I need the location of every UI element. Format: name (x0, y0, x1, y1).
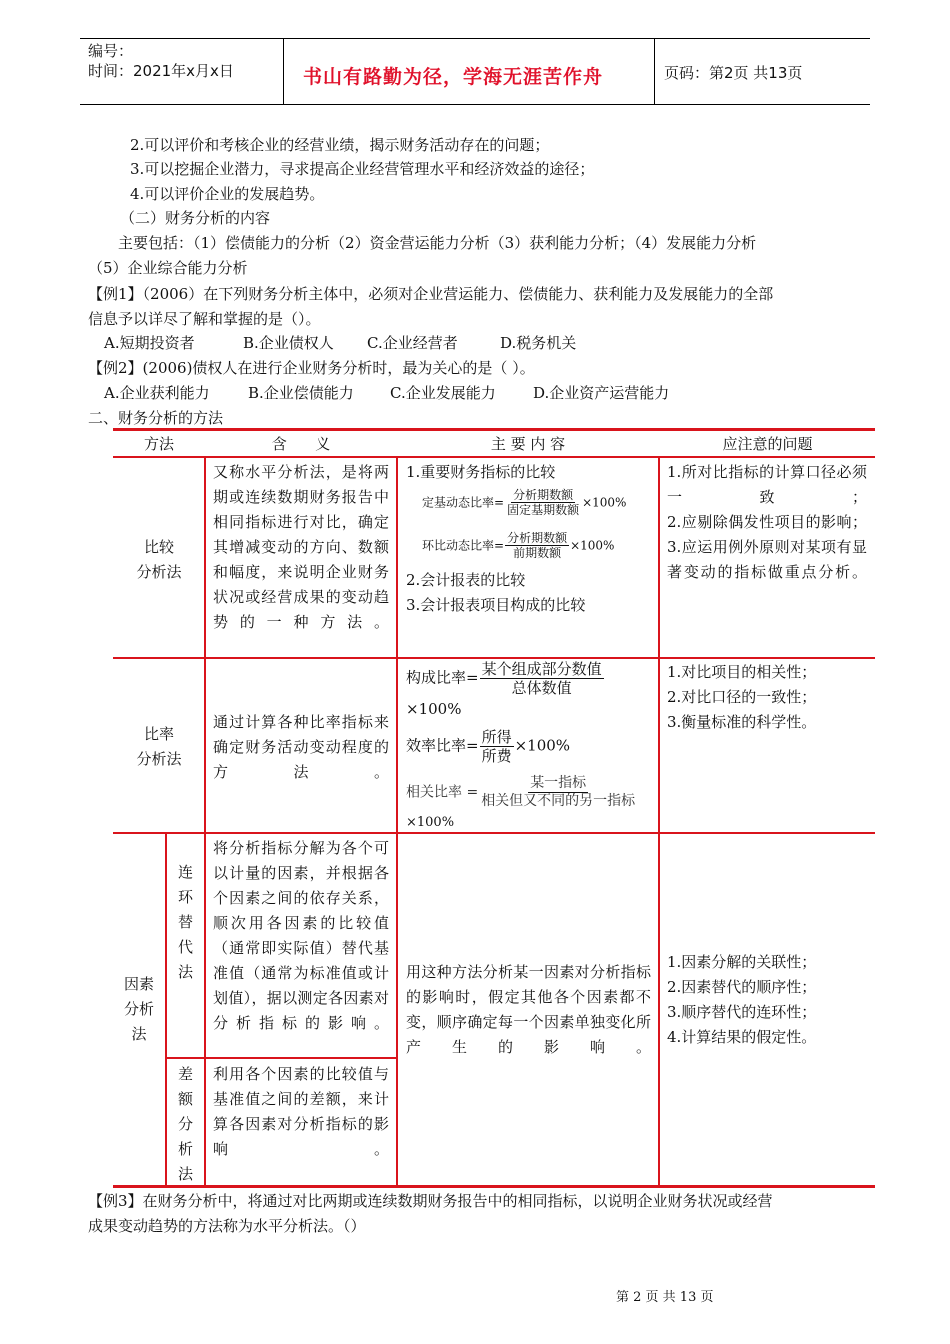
header-bottom-rule (80, 104, 870, 105)
body-line-3: 4.可以评价企业的发展趋势。 (130, 185, 325, 203)
page-footer: 第 2 页 共 13 页 (616, 1290, 714, 1305)
example-1-line-2: 信息予以详尽了解和掌握的是（）。 (88, 310, 321, 328)
row1-method: 比较 分析法 (136, 538, 182, 581)
example-1-option-b: B.企业债权人 (243, 334, 334, 352)
header-motto: 书山有路勤为径，学海无涯苦作舟 (303, 66, 604, 88)
example-1-option-c: C.企业经营者 (367, 334, 458, 352)
row2-meaning: 通过计算各种比率指标来确定财务活动变动程度的方法。 (213, 713, 389, 781)
example-2-option-d: D.企业资产运营能力 (533, 384, 670, 402)
header-number: 编号： (88, 42, 134, 60)
example-1-option-d: D.税务机关 (500, 334, 577, 352)
table-header-content: 主 要 内 容 (490, 435, 566, 453)
row3-content: 用这种方法分析某一因素对分析指标的影响时，假定其他各个因素都不变，顺序确定每一个因素单独变化所产生的影响。 (406, 963, 651, 1056)
row1-meaning: 又称水平分析法，是将两期或连续数期财务报告中相同指标进行对比，确定其增减变动的方向、数额和幅度，来说明企业财务状况或经营成果的变动趋势的一种方法。 (213, 463, 389, 631)
row3-notes: 1.因素分解的关联性； 2.因素替代的顺序性； 3.顺序替代的连环性； 4.计算结果的假定性。 (667, 953, 817, 1046)
row2-method: 比率 分析法 (136, 725, 182, 768)
header-page: 页码：第2页 共13页 (664, 64, 803, 82)
body-line-5: 主要包括：（1）偿债能力的分析（2）资金营运能力分析（3）获利能力分析；（4）发展能力分析 (118, 234, 757, 252)
body-line-4: （二）财务分析的内容 (120, 209, 271, 227)
header-divider-2 (654, 38, 655, 105)
row2-formula-composition: 构成比率= $\frac{\text{某个组成部分数值}}{\text{总体数值}}$ ×100% (406, 660, 602, 718)
row3-sub2-meaning: 利用各个因素的比较值与基准值之间的差额，来计算各因素对分析指标的影响。 (213, 1065, 389, 1158)
header-date: 时间：2021年x月x日 (88, 62, 234, 80)
example-2-option-a: A.企业获利能力 (104, 384, 210, 402)
table-header-notes: 应注意的问题 (722, 435, 813, 453)
example-2-option-c: C.企业发展能力 (390, 384, 496, 402)
header-top-rule (80, 38, 870, 39)
row3-sub1-meaning: 将分析指标分解为各个可以计量的因素，并根据各个因素之间的依存关系，顺次用各因素的比较值（通常即实际值）替代基准值（通常为标准值或计划值），据以测定各因素对分析指标的影响。 (213, 839, 389, 1032)
row3-sub-chain-substitution: 连 环 替 代 法 (177, 863, 193, 981)
row1-content: 1.重要财务指标的比较 定基动态比率= $\frac{\text{分析期数额}}{\text{固定基期数额}}$ ×100% 环比动态比率= $\frac{\text{分析期数额}}{\text{前期数额}}$ ×100% 2.会计报表的比较 3.会计报表项目构成的比较 (406, 460, 656, 618)
example-2-line: 【例2】(2006)债权人在进行企业财务分析时，最为关心的是（ ）。 (88, 359, 535, 377)
header-divider-1 (283, 38, 284, 105)
row3-sub-difference: 差 额 分 析 法 (177, 1065, 193, 1183)
row2-formula-correlation: 相关比率 = $\frac{\text{某一指标}}{\text{相关但又不同的另一指标}}$ (406, 775, 636, 809)
row2-formula-efficiency: 效率比率= $\frac{\text{所得}}{\text{所费}}$ ×100% (406, 728, 571, 765)
body-line-6: （5）企业综合能力分析 (88, 259, 248, 277)
example-2-option-b: B.企业偿债能力 (248, 384, 354, 402)
example-3-line-1: 【例3】在财务分析中，将通过对比两期或连续数期财务报告中的相同指标，以说明企业财务状况或经营 (88, 1192, 773, 1210)
example-1-option-a: A.短期投资者 (104, 334, 195, 352)
row1-formula-chain: 环比动态比率= $\frac{\text{分析期数额}}{\text{前期数额}}$ ×100% (422, 531, 615, 560)
section-2-heading: 二、财务分析的方法 (88, 409, 224, 427)
example-3-line-2: 成果变动趋势的方法称为水平分析法。（） (88, 1217, 366, 1235)
row1-notes: 1.所对比指标的计算口径必须一致； 2.应剔除偶发性项目的影响； 3.应运用例外原则对某项有显著变动的指标做重点分析。 (667, 463, 867, 581)
example-1-line-1: 【例1】（2006）在下列财务分析主体中，必须对企业营运能力、偿债能力、获利能力及发展能力的全部 (88, 285, 774, 303)
table-header-meaning: 含 义 (271, 435, 331, 453)
row3-method: 因素 分析 法 (123, 975, 154, 1043)
row1-formula-fixed-base: 定基动态比率= $\frac{\text{分析期数额}}{\text{固定基期数额}}$ ×100% (422, 488, 627, 517)
row2-content: 构成比率= $\frac{\text{某个组成部分数值}}{\text{总体数值}}$ ×100% 效率比率= $\frac{\text{所得}}{\text{所费}}$ ×100% 相关比率 = $\frac{\text{某一指标}}{\text{相关但又不同的另一指标}}$ ×100% (406, 660, 658, 835)
body-line-2: 3.可以挖掘企业潜力，寻求提高企业经营管理水平和经济效益的途径； (130, 160, 595, 178)
table-header-method: 方法 (143, 435, 174, 453)
body-line-1: 2.可以评价和考核企业的经营业绩，揭示财务活动存在的问题； (130, 136, 550, 154)
row2-notes: 1.对比项目的相关性； 2.对比口径的一致性； 3.衡量标准的科学性。 (667, 663, 817, 731)
